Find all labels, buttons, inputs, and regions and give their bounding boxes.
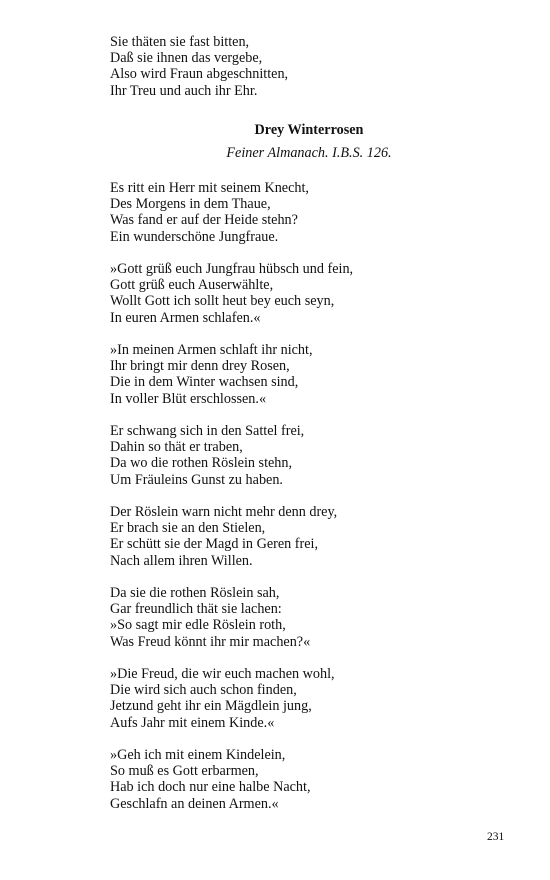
poem-source: Feiner Almanach. I.B.S. 126. xyxy=(226,145,392,161)
verse-line: Nach allem ihren Willen. xyxy=(110,552,253,569)
stanza-3 xyxy=(110,342,313,407)
verse-line: Gar freundlich thät sie lachen: xyxy=(110,601,282,618)
verse-line: Des Morgens in dem Thaue, xyxy=(110,196,271,213)
verse-line: Da sie die rothen Röslein sah, xyxy=(110,585,280,601)
verse-line: Sie thäten sie fast bitten, xyxy=(110,34,250,50)
verse-line: Geschlafn an deinen Armen.« xyxy=(110,795,279,812)
verse-line: Also wird Fraun abgeschnitten, xyxy=(110,66,289,83)
top-stanza xyxy=(110,34,288,99)
verse-line: Daß sie ihnen das vergebe, xyxy=(110,50,263,67)
stanza-4 xyxy=(110,423,304,488)
verse-line: »Die Freud, die wir euch machen wohl, xyxy=(110,666,335,682)
verse-line: »In meinen Armen schlaft ihr nicht, xyxy=(110,342,313,358)
verse-line: Jetzund geht ihr ein Mägdlein jung, xyxy=(110,698,312,715)
verse-line: »Gott grüß euch Jungfrau hübsch und fein, xyxy=(110,261,354,277)
verse-line: Da wo die rothen Röslein stehn, xyxy=(110,455,293,472)
verse-line: »So sagt mir edle Röslein roth, xyxy=(110,617,286,634)
stanza-6 xyxy=(110,585,310,650)
verse-line: Die in dem Winter wachsen sind, xyxy=(110,374,299,391)
verse-line: Aufs Jahr mit einem Kinde.« xyxy=(110,714,275,731)
stanza-5 xyxy=(110,504,337,569)
verse-line: Was Freud könnt ihr mir machen?« xyxy=(110,633,311,650)
verse-line: Er schütt sie der Magd in Geren frei, xyxy=(110,536,319,553)
verse-line: In voller Blüt erschlossen.« xyxy=(110,390,267,407)
verse-line: Es ritt ein Herr mit seinem Knecht, xyxy=(110,180,309,196)
verse-line: Ihr bringt mir denn drey Rosen, xyxy=(110,358,290,375)
verse-line: Gott grüß euch Auserwählte, xyxy=(110,277,274,294)
verse-line: Ein wunderschöne Jungfraue. xyxy=(110,228,279,245)
stanza-1 xyxy=(110,180,309,245)
verse-line: Er brach sie an den Stielen, xyxy=(110,520,266,537)
stanza-7 xyxy=(110,666,335,731)
verse-line: Ihr Treu und auch ihr Ehr. xyxy=(110,82,258,99)
verse-line: In euren Armen schlafen.« xyxy=(110,309,261,326)
poem-title: Drey Winterrosen xyxy=(254,122,364,138)
verse-line: Der Röslein warn nicht mehr denn drey, xyxy=(110,504,338,520)
verse-line: Hab ich doch nur eine halbe Nacht, xyxy=(110,779,311,796)
stanza-2 xyxy=(110,261,353,326)
verse-line: Um Fräuleins Gunst zu haben. xyxy=(110,471,283,488)
verse-line: Die wird sich auch schon finden, xyxy=(110,682,297,699)
verse-line: Er schwang sich in den Sattel frei, xyxy=(110,423,305,439)
verse-line: Dahin so thät er traben, xyxy=(110,439,243,456)
verse-line: Was fand er auf der Heide stehn? xyxy=(110,212,298,229)
page-number: 231 xyxy=(487,831,505,843)
verse-line: Wollt Gott ich sollt heut bey euch seyn, xyxy=(110,293,335,310)
verse-line: So muß es Gott erbarmen, xyxy=(110,763,259,780)
verse-line: »Geh ich mit einem Kindelein, xyxy=(110,747,286,763)
stanza-8 xyxy=(110,747,311,812)
